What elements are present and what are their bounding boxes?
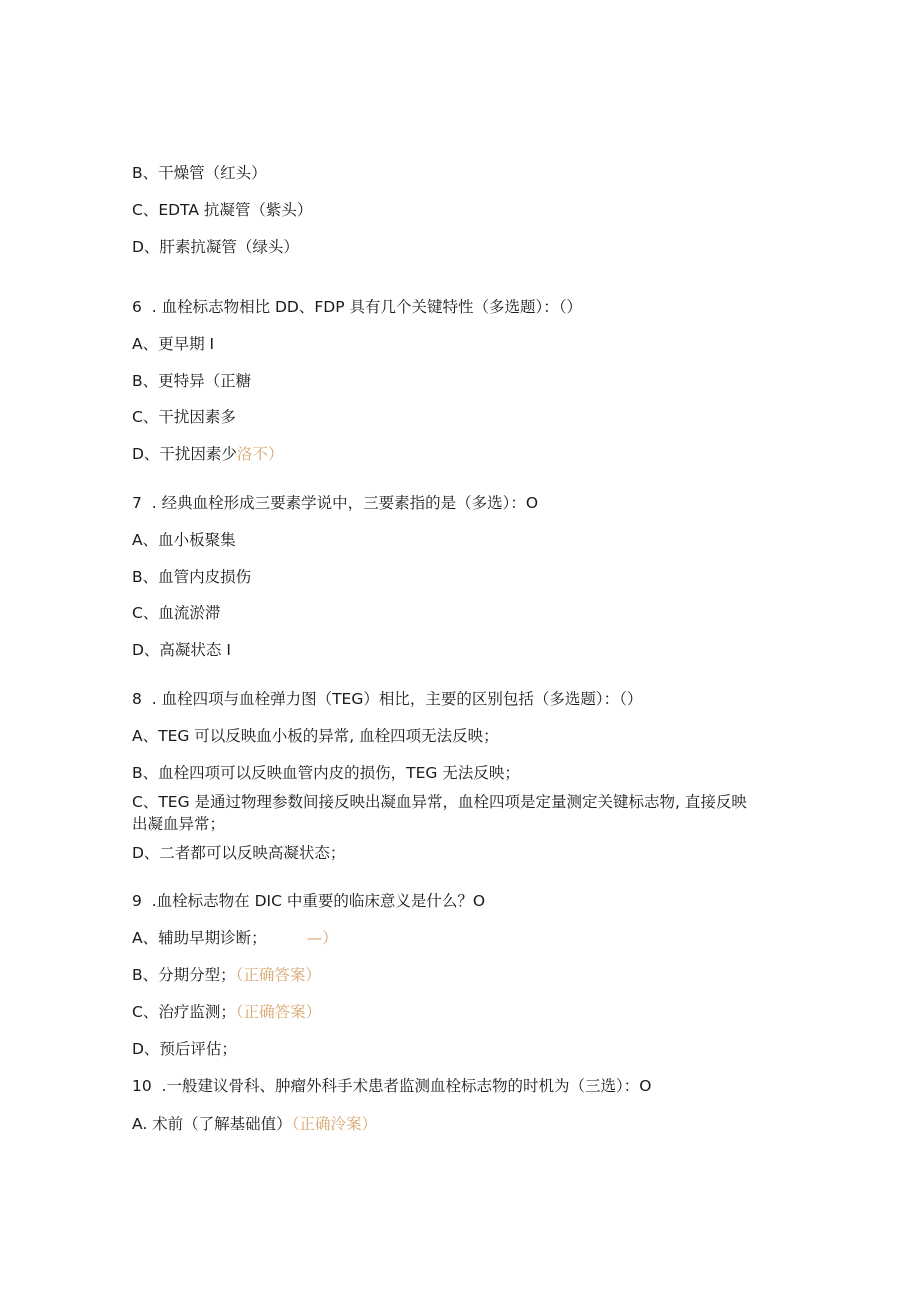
q10-option-a-mark: （正确泠案）: [291, 1115, 377, 1133]
q6-title: 6 . 血栓标志物相比 DD、FDP 具有几个关键特性（多选题）：（）: [132, 298, 582, 316]
q9-option-a-mark: —）: [306, 929, 338, 947]
q7-option-d: D、高凝状态 I: [132, 641, 231, 659]
q9-option-b-text: B、分期分型；: [132, 966, 236, 984]
q7-option-a: A、血小板聚集: [132, 531, 236, 549]
q9-option-b-mark: （正确答案）: [235, 966, 321, 984]
q8-title: 8 . 血栓四项与血栓弹力图（TEG）相比，主要的区别包括（多选题）：（）: [132, 690, 643, 708]
q7-option-b: B、血管内皮损伤: [132, 568, 252, 586]
q9-option-b: [132, 964, 772, 986]
q6-option-a: A、更早期 I: [132, 335, 215, 353]
q9-option-c-text: C、治疗监测；: [132, 1003, 236, 1021]
q9-option-d: D、预后评估；: [132, 1040, 237, 1058]
q9-option-c: [132, 1001, 772, 1023]
q10-option-a: [132, 1113, 772, 1135]
q9-option-c-mark: （正确答案）: [235, 1003, 322, 1021]
q8-option-d: D、二者都可以反映高凝状态；: [132, 844, 346, 862]
q5-option-d: D、肝素抗凝管（绿头）: [132, 238, 299, 256]
q6-option-d-text: D、干扰因素少: [132, 445, 237, 463]
q9-title: 9 .血栓标志物在 DIC 中重要的临床意义是什么？O: [132, 892, 486, 910]
q7-option-c: C、血流淤滞: [132, 604, 221, 622]
q8-option-a: A、TEG 可以反映血小板的异常, 血栓四项无法反映；: [132, 727, 499, 745]
q5-option-c: C、EDTA 抗凝管（紫头）: [132, 201, 313, 219]
q6-option-d-mark: 洛不）: [236, 445, 284, 463]
q10-option-a-text: A. 术前（了解基础值）: [132, 1115, 292, 1133]
q7-title: 7 . 经典血栓形成三要素学说中，三要素指的是（多选）：O: [132, 494, 539, 512]
q6-option-c: C、干扰因素多: [132, 408, 236, 426]
q9-option-a-text: A、辅助早期诊断；: [132, 929, 267, 947]
q8-option-c: C、TEG 是通过物理参数间接反映出凝血异常，血栓四项是定量测定关键标志物, 直接反映出凝血异常；: [132, 793, 747, 833]
q10-title: 10 .一般建议骨科、肿瘤外科手术患者监测血栓标志物的时机为（三选）：O: [132, 1077, 652, 1095]
q6-option-d: [132, 443, 772, 465]
q5-option-b: B、干燥管（红头）: [132, 164, 267, 182]
q6-option-b: B、更特异（正糖: [132, 372, 252, 390]
q9-option-a: [132, 927, 772, 949]
q8-option-b: B、血栓四项可以反映血管内皮的损伤，TEG 无法反映；: [132, 764, 520, 782]
